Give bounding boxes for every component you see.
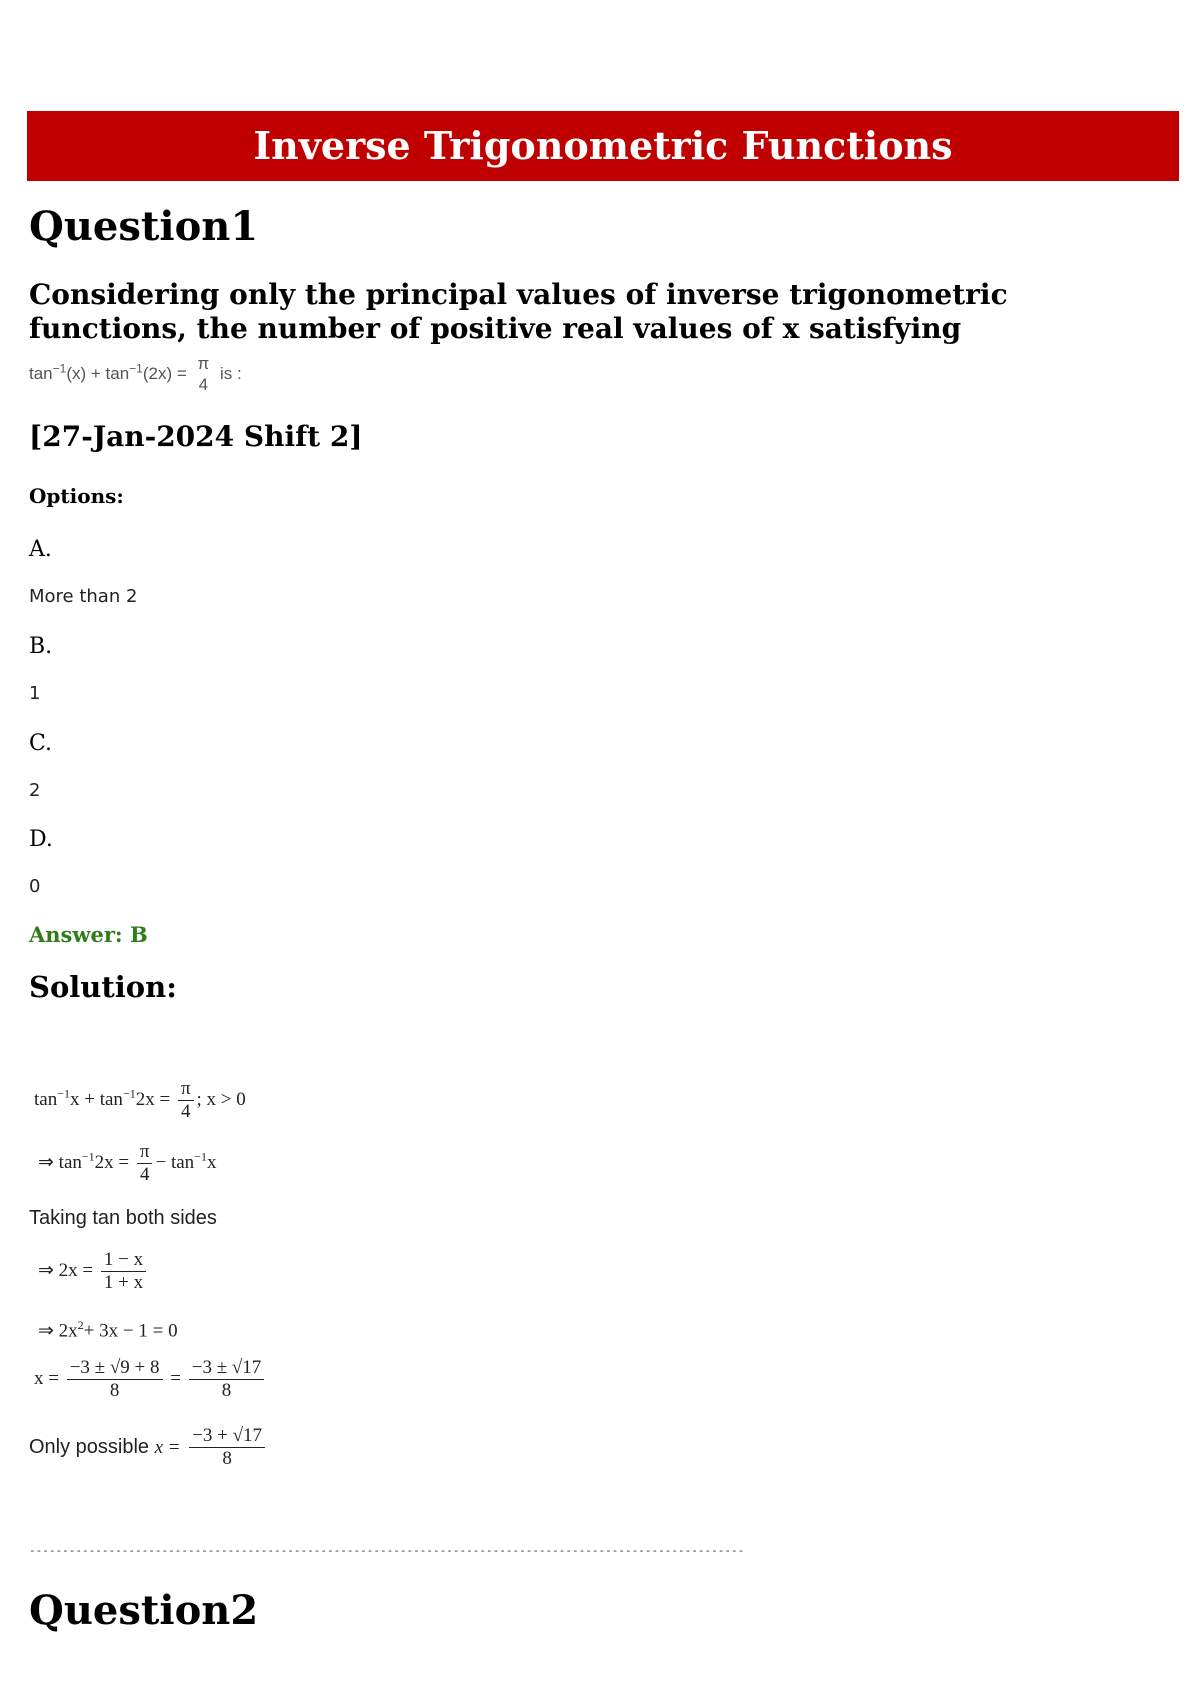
eq-fraction xyxy=(195,354,213,395)
sol5-a: x = xyxy=(34,1367,59,1389)
sol1-c: 2x = xyxy=(135,1088,171,1110)
sol6-a: Only possible xyxy=(29,1435,150,1458)
option-c-letter: C. xyxy=(29,731,53,756)
sol2-d: x xyxy=(206,1151,217,1173)
option-a-value: More than 2 xyxy=(29,586,138,607)
sol6-fraction xyxy=(189,1425,265,1470)
option-b-value: 1 xyxy=(29,683,41,704)
question-2-title: Question2 xyxy=(29,1587,259,1634)
eq-frac-den: 4 xyxy=(198,375,209,394)
option-b-letter: B. xyxy=(29,634,53,659)
eq-arg-b: (2x) = xyxy=(142,363,187,383)
solution-line-1 xyxy=(34,1078,246,1123)
sol5-eq: = xyxy=(170,1367,181,1389)
sol3-a: ⇒ 2x = xyxy=(38,1259,94,1281)
option-d-value: 0 xyxy=(29,876,41,897)
options-label: Options: xyxy=(29,484,124,508)
sol5-den2: 8 xyxy=(189,1379,265,1402)
eq-sup-b: −1 xyxy=(129,361,143,376)
solution-line-3 xyxy=(38,1249,149,1294)
question-separator: ------------------------------------------------------------------------------------------------------------ xyxy=(29,1544,745,1557)
sol5-fraction-1 xyxy=(67,1357,163,1402)
sol2-a: ⇒ tan xyxy=(38,1151,82,1173)
sol1-d: ; x > 0 xyxy=(196,1088,246,1110)
sol3-fraction xyxy=(101,1249,146,1294)
eq-tail: is : xyxy=(220,363,242,383)
solution-line-4 xyxy=(38,1318,178,1342)
sol5-num1: −3 ± √9 + 8 xyxy=(69,1357,160,1378)
page-title-banner xyxy=(27,111,1179,181)
option-c-value: 2 xyxy=(29,780,41,801)
sol3-num: 1 − x xyxy=(103,1249,144,1270)
solution-label: Solution: xyxy=(29,970,177,1004)
sol5-den1: 8 xyxy=(67,1379,163,1402)
sol2-den: 4 xyxy=(137,1163,153,1186)
option-a-letter: A. xyxy=(29,537,52,562)
sol1-sa: −1 xyxy=(57,1086,70,1101)
sol1-b: x + tan xyxy=(70,1088,123,1110)
eq-frac-num: π xyxy=(197,354,210,373)
sol6-num: −3 + √17 xyxy=(192,1425,263,1446)
sol4-b: + 3x − 1 = 0 xyxy=(83,1320,178,1342)
question-1-text: Considering only the principal values of inverse trigonometric functions, the number of positive real values of x satisfying xyxy=(29,278,1008,345)
question-1-equation xyxy=(29,354,242,395)
question-1-title: Question1 xyxy=(29,203,259,250)
sol1-a: tan xyxy=(34,1088,58,1110)
sol3-den: 1 + x xyxy=(101,1271,146,1294)
sol4-a: ⇒ 2x xyxy=(38,1320,78,1342)
sol1-fraction xyxy=(178,1078,194,1123)
sol6-den: 8 xyxy=(189,1447,265,1470)
sol6-b: x = xyxy=(154,1436,181,1458)
sol1-den: 4 xyxy=(178,1100,194,1123)
answer-label: Answer: B xyxy=(29,922,148,947)
eq-sup-a: −1 xyxy=(52,361,67,376)
solution-line-5 xyxy=(34,1357,267,1402)
sol5-num2: −3 ± √17 xyxy=(191,1357,262,1378)
solution-line-2 xyxy=(38,1141,216,1186)
sol2-c: − tan xyxy=(155,1151,195,1173)
sol2-fraction xyxy=(137,1141,153,1186)
page-title: Inverse Trigonometric Functions xyxy=(253,123,953,168)
option-d-letter: D. xyxy=(29,827,53,852)
solution-taking-text: Taking tan both sides xyxy=(29,1207,217,1229)
sol2-sc: −1 xyxy=(194,1149,207,1164)
sol2-num: π xyxy=(139,1141,150,1162)
sol2-sa: −1 xyxy=(81,1149,95,1164)
eq-tan-a: tan xyxy=(29,363,53,383)
sol1-num: π xyxy=(180,1078,191,1099)
sol2-b: 2x = xyxy=(94,1151,130,1173)
solution-line-6 xyxy=(29,1425,268,1470)
question-1-date: [27-Jan-2024 Shift 2] xyxy=(29,420,363,453)
eq-arg-a: (x) + tan xyxy=(66,363,130,383)
sol1-sb: −1 xyxy=(122,1086,136,1101)
sol4-sa: 2 xyxy=(77,1318,84,1332)
sol5-fraction-2 xyxy=(189,1357,265,1402)
